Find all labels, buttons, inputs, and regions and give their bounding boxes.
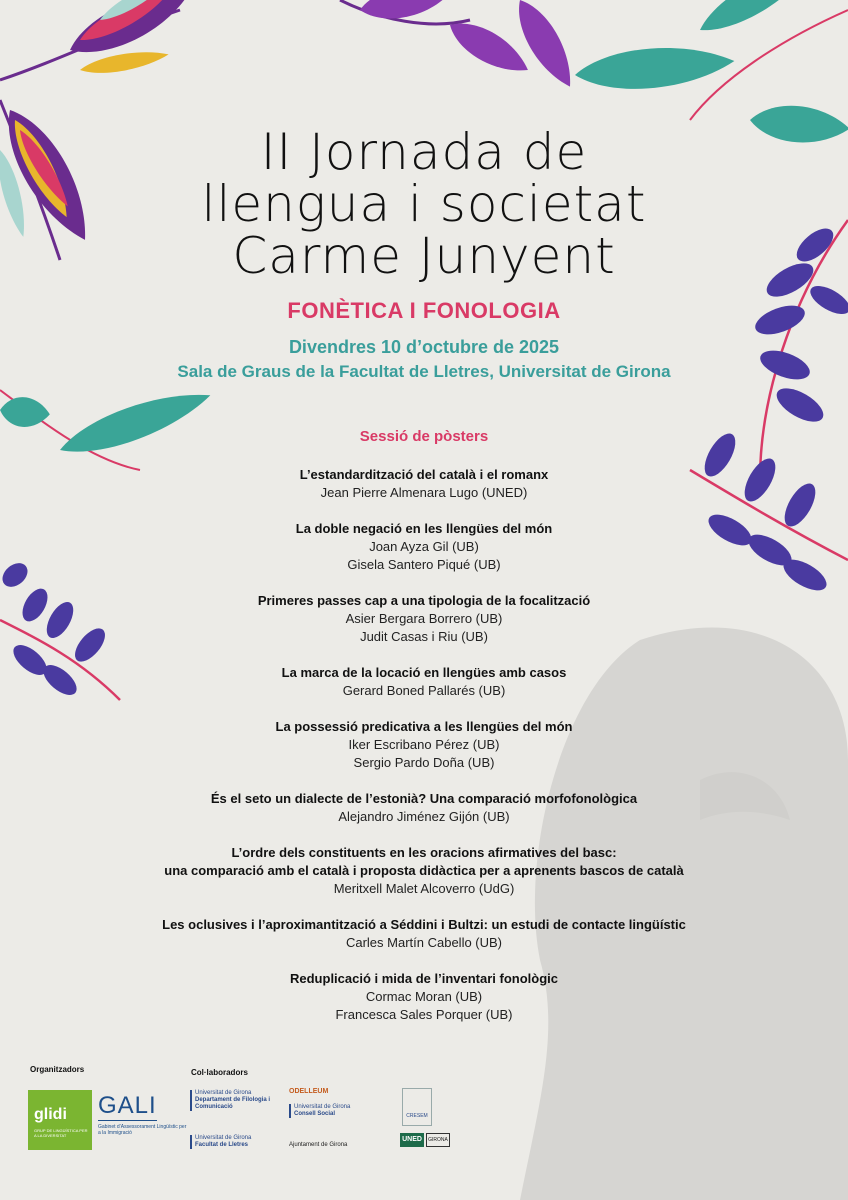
leaf-cluster-top-right (573, 0, 848, 147)
cresem-logo: CRESEM (402, 1088, 432, 1126)
gali-sub: Gabinet d’Assessorament Lingüístic per a la Immigració (98, 1124, 187, 1136)
title-line-3: Carme Junyent (232, 227, 616, 285)
poster-author: Carles Martín Cabello (UB) (345, 935, 503, 950)
topic-subtitle: FONÈTICA I FONOLOGIA (287, 298, 561, 323)
event-venue: Sala de Graus de la Facultat de Lletres, Universitat de Girona (177, 362, 671, 381)
poster-item (100, 844, 748, 898)
glidi-name: glidi (34, 1106, 67, 1123)
poster-author: Sergio Pardo Doña (UB) (353, 755, 495, 770)
udg-consell-line1: Universitat de Girona (294, 1104, 351, 1110)
poster-author: Meritxell Malet Alcoverro (UdG) (333, 881, 515, 896)
poster-title: La marca de la locació en llengües amb casos (281, 665, 567, 680)
poster-title: És el seto un dialecte de l’estonià? Una comparació morfofonològica (210, 791, 638, 806)
girona-logo: GIRONA (426, 1133, 450, 1147)
section-title: Sessió de pòsters (359, 428, 489, 445)
poster-title: La possessió predicativa a les llengües del món (275, 719, 573, 734)
poster-author: Joan Ayza Gil (UB) (369, 539, 479, 554)
udg-lletres-logo (190, 1135, 285, 1149)
leaf-cluster-left (0, 380, 216, 470)
poster-item (100, 916, 748, 952)
ajuntament-logo: Ajuntament de Girona (289, 1142, 348, 1148)
main-title (0, 123, 848, 285)
poster-title: Primeres passes cap a una tipologia de la focalització (257, 593, 591, 608)
poster-title: L’estandardització del català i el romanx (299, 467, 549, 482)
poster-author: Francesca Sales Porquer (UB) (335, 1007, 513, 1022)
uned-logo: UNED (400, 1133, 424, 1147)
leaf-cluster-top-center (340, 0, 583, 94)
poster-author: Asier Bergara Borrero (UB) (345, 611, 503, 626)
poster-title: La doble negació en les llengües del món (295, 521, 553, 536)
poster-title: Les oclusives i l’aproximantització a Séddini i Bultzi: un estudi de contacte lingüístic (162, 917, 686, 932)
glidi-sub: GRUP DE LINGÜÍSTICA PER A LA DIVERSITAT (34, 1128, 88, 1138)
event-date: Divendres 10 d’octubre de 2025 (288, 337, 560, 357)
glidi-logo (28, 1090, 92, 1150)
poster-title: Reduplicació i mida de l’inventari fonològic (290, 971, 558, 986)
poster-item (100, 970, 748, 1024)
title-line-1: II Jornada de (260, 123, 588, 181)
poster-author: Judit Casas i Riu (UB) (360, 629, 488, 644)
udg-lletres-line2: Facultat de Lletres (195, 1142, 249, 1148)
odelleum-logo: ODELLEUM (289, 1088, 329, 1095)
poster-item (100, 664, 748, 700)
poster-author: Jean Pierre Almenara Lugo (UNED) (320, 485, 528, 500)
poster-author: Alejandro Jiménez Gijón (UB) (338, 809, 510, 824)
poster-item (100, 790, 748, 826)
poster-item (100, 592, 748, 646)
udg-consell-logo (289, 1104, 384, 1118)
poster-author: Iker Escribano Pérez (UB) (348, 737, 500, 752)
gali-logo (98, 1092, 190, 1150)
poster-list (100, 466, 748, 1042)
gali-name: GALI (98, 1092, 157, 1119)
title-line-2: llengua i societat (201, 175, 647, 233)
poster-author: Cormac Moran (UB) (365, 989, 483, 1004)
poster-item (100, 718, 748, 772)
udg-consell-line2: Consell Social (294, 1111, 336, 1117)
udg-filologia-line2: Departament de Filologia i Comunicació (195, 1097, 271, 1110)
collaborators-label: Col·laboradors (191, 1068, 248, 1077)
organizers-label: Organitzadors (30, 1065, 85, 1074)
poster-item (100, 520, 748, 574)
poster-author: Gerard Boned Pallarés (UB) (342, 683, 506, 698)
poster-item (100, 466, 748, 502)
poster-title: una comparació amb el català i proposta didàctica per a aprenents bascos de català (164, 863, 684, 878)
poster-title: L’ordre dels constituents en les oracions afirmatives del basc: (231, 845, 617, 860)
udg-filologia-line1: Universitat de Girona (195, 1090, 252, 1096)
udg-filologia-logo (190, 1090, 285, 1111)
udg-lletres-line1: Universitat de Girona (195, 1135, 252, 1141)
poster-author: Gisela Santero Piqué (UB) (347, 557, 501, 572)
